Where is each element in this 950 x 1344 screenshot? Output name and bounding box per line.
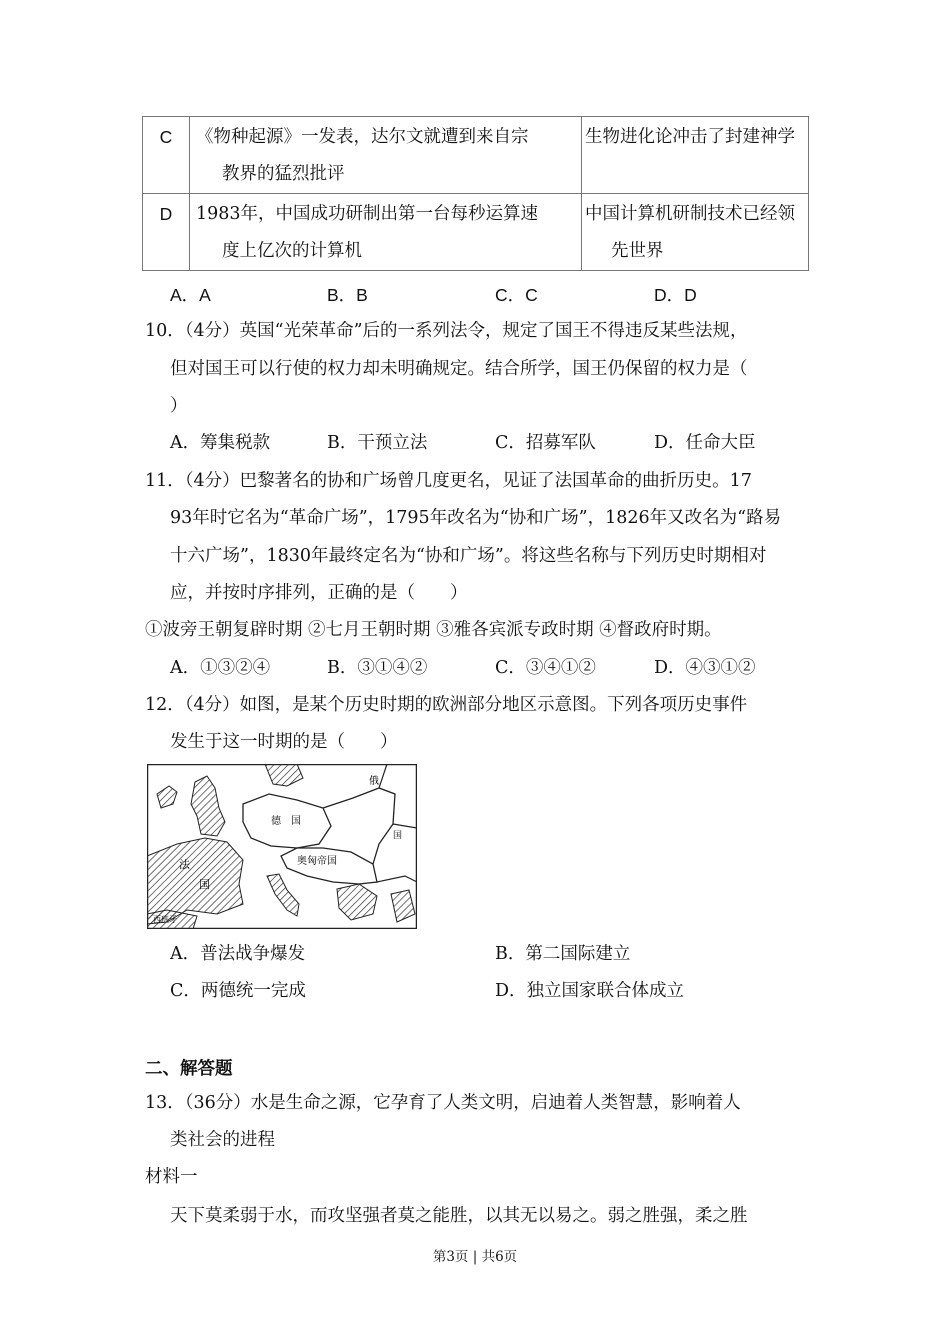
q13-stem-line: 13．（36分）水是生命之源，它孕育了人类文明，启迪着人类智慧，影响着人 xyxy=(145,1093,741,1113)
row-letter: D xyxy=(143,194,190,271)
row-description xyxy=(190,194,582,271)
q13-stem-line: 类社会的进程 xyxy=(170,1130,275,1150)
concl-line: 先世界 xyxy=(611,241,664,261)
row-conclusion xyxy=(582,194,809,271)
q9-option-c[interactable]: C．C xyxy=(495,285,538,305)
concl-line: 生物进化论冲击了封建神学 xyxy=(585,127,795,147)
map-label-russia: 俄 xyxy=(369,776,379,787)
map-label-france-2: 国 xyxy=(199,878,210,891)
desc-line: 教界的猛烈批评 xyxy=(222,164,345,184)
q10-option-a[interactable]: A．筹集税款 xyxy=(170,433,271,453)
q9-option-b[interactable]: B．B xyxy=(327,285,368,305)
map-label-spain: 西班牙 xyxy=(153,915,177,924)
map-label-germany: 德 国 xyxy=(271,816,301,827)
europe-map xyxy=(147,764,417,929)
q12-option-b[interactable]: B．第二国际建立 xyxy=(495,944,631,964)
row-description xyxy=(190,117,582,194)
map-label-country: 国 xyxy=(393,831,403,841)
concl-line: 中国计算机研制技术已经领 xyxy=(585,204,795,224)
map-label-france-1: 法 xyxy=(179,858,190,871)
q12-option-d[interactable]: D．独立国家联合体成立 xyxy=(495,981,685,1001)
material-label: 材料一 xyxy=(145,1167,198,1187)
q11-option-a[interactable]: A．①③②④ xyxy=(170,658,271,678)
q10-stem-line: ） xyxy=(170,396,188,416)
page-footer: 第3页 | 共6页 xyxy=(432,1249,518,1265)
q10-option-b[interactable]: B．干预立法 xyxy=(327,433,428,453)
q10-stem-line: 10．（4分）英国“光荣革命”后的一系列法令，规定了国王不得违反某些法规， xyxy=(145,321,748,341)
q11-stem-line: 11．（4分）巴黎著名的协和广场曾几度更名，见证了法国革命的曲折历史。17 xyxy=(145,471,752,491)
options-table xyxy=(142,116,809,271)
q12-option-c[interactable]: C．两德统一完成 xyxy=(170,981,306,1001)
q12-stem-line: 发生于这一时期的是（ ） xyxy=(170,732,398,752)
section-heading: 二、解答题 xyxy=(145,1059,233,1079)
q11-option-d[interactable]: D．④③①② xyxy=(654,658,756,678)
desc-line: 《物种起源》一发表，达尔文就遭到来自宗 xyxy=(196,127,529,147)
q11-stem-line: 93年时它名为“革命广场”，1795年改名为“协和广场”，1826年又改名为“路易 xyxy=(170,508,782,528)
row-conclusion xyxy=(582,117,809,194)
q10-option-c[interactable]: C．招募军队 xyxy=(495,433,596,453)
desc-line: 度上亿次的计算机 xyxy=(222,241,362,261)
q10-option-d[interactable]: D．任命大臣 xyxy=(654,433,756,453)
q12-stem-line: 12．（4分）如图，是某个历史时期的欧洲部分地区示意图。下列各项历史事件 xyxy=(145,695,748,715)
q11-stem-line: 应，并按时序排列，正确的是（ ） xyxy=(170,583,468,603)
q10-stem-line: 但对国王可以行使的权力却未明确规定。结合所学，国王仍保留的权力是（ xyxy=(170,359,748,379)
q11-option-c[interactable]: C．③④①② xyxy=(495,658,596,678)
table-row xyxy=(143,194,809,271)
q12-option-a[interactable]: A．普法战争爆发 xyxy=(170,944,306,964)
q11-stem-line: 十六广场”，1830年最终定名为“协和广场”。将这些名称与下列历史时期相对 xyxy=(170,546,767,566)
q11-periods: ①波旁王朝复辟时期 ②七月王朝时期 ③雅各宾派专政时期 ④督政府时期。 xyxy=(145,620,722,640)
table-row xyxy=(143,117,809,194)
q9-option-d[interactable]: D．D xyxy=(654,285,697,305)
q11-option-b[interactable]: B．③①④② xyxy=(327,658,428,678)
desc-line: 1983年，中国成功研制出第一台每秒运算速 xyxy=(196,204,539,224)
material-text: 天下莫柔弱于水，而攻坚强者莫之能胜，以其无以易之。弱之胜强，柔之胜 xyxy=(170,1206,748,1226)
row-letter: C xyxy=(143,117,190,194)
map-label-austria-hungary: 奥匈帝国 xyxy=(297,856,337,867)
q9-option-a[interactable]: A．A xyxy=(170,285,211,305)
